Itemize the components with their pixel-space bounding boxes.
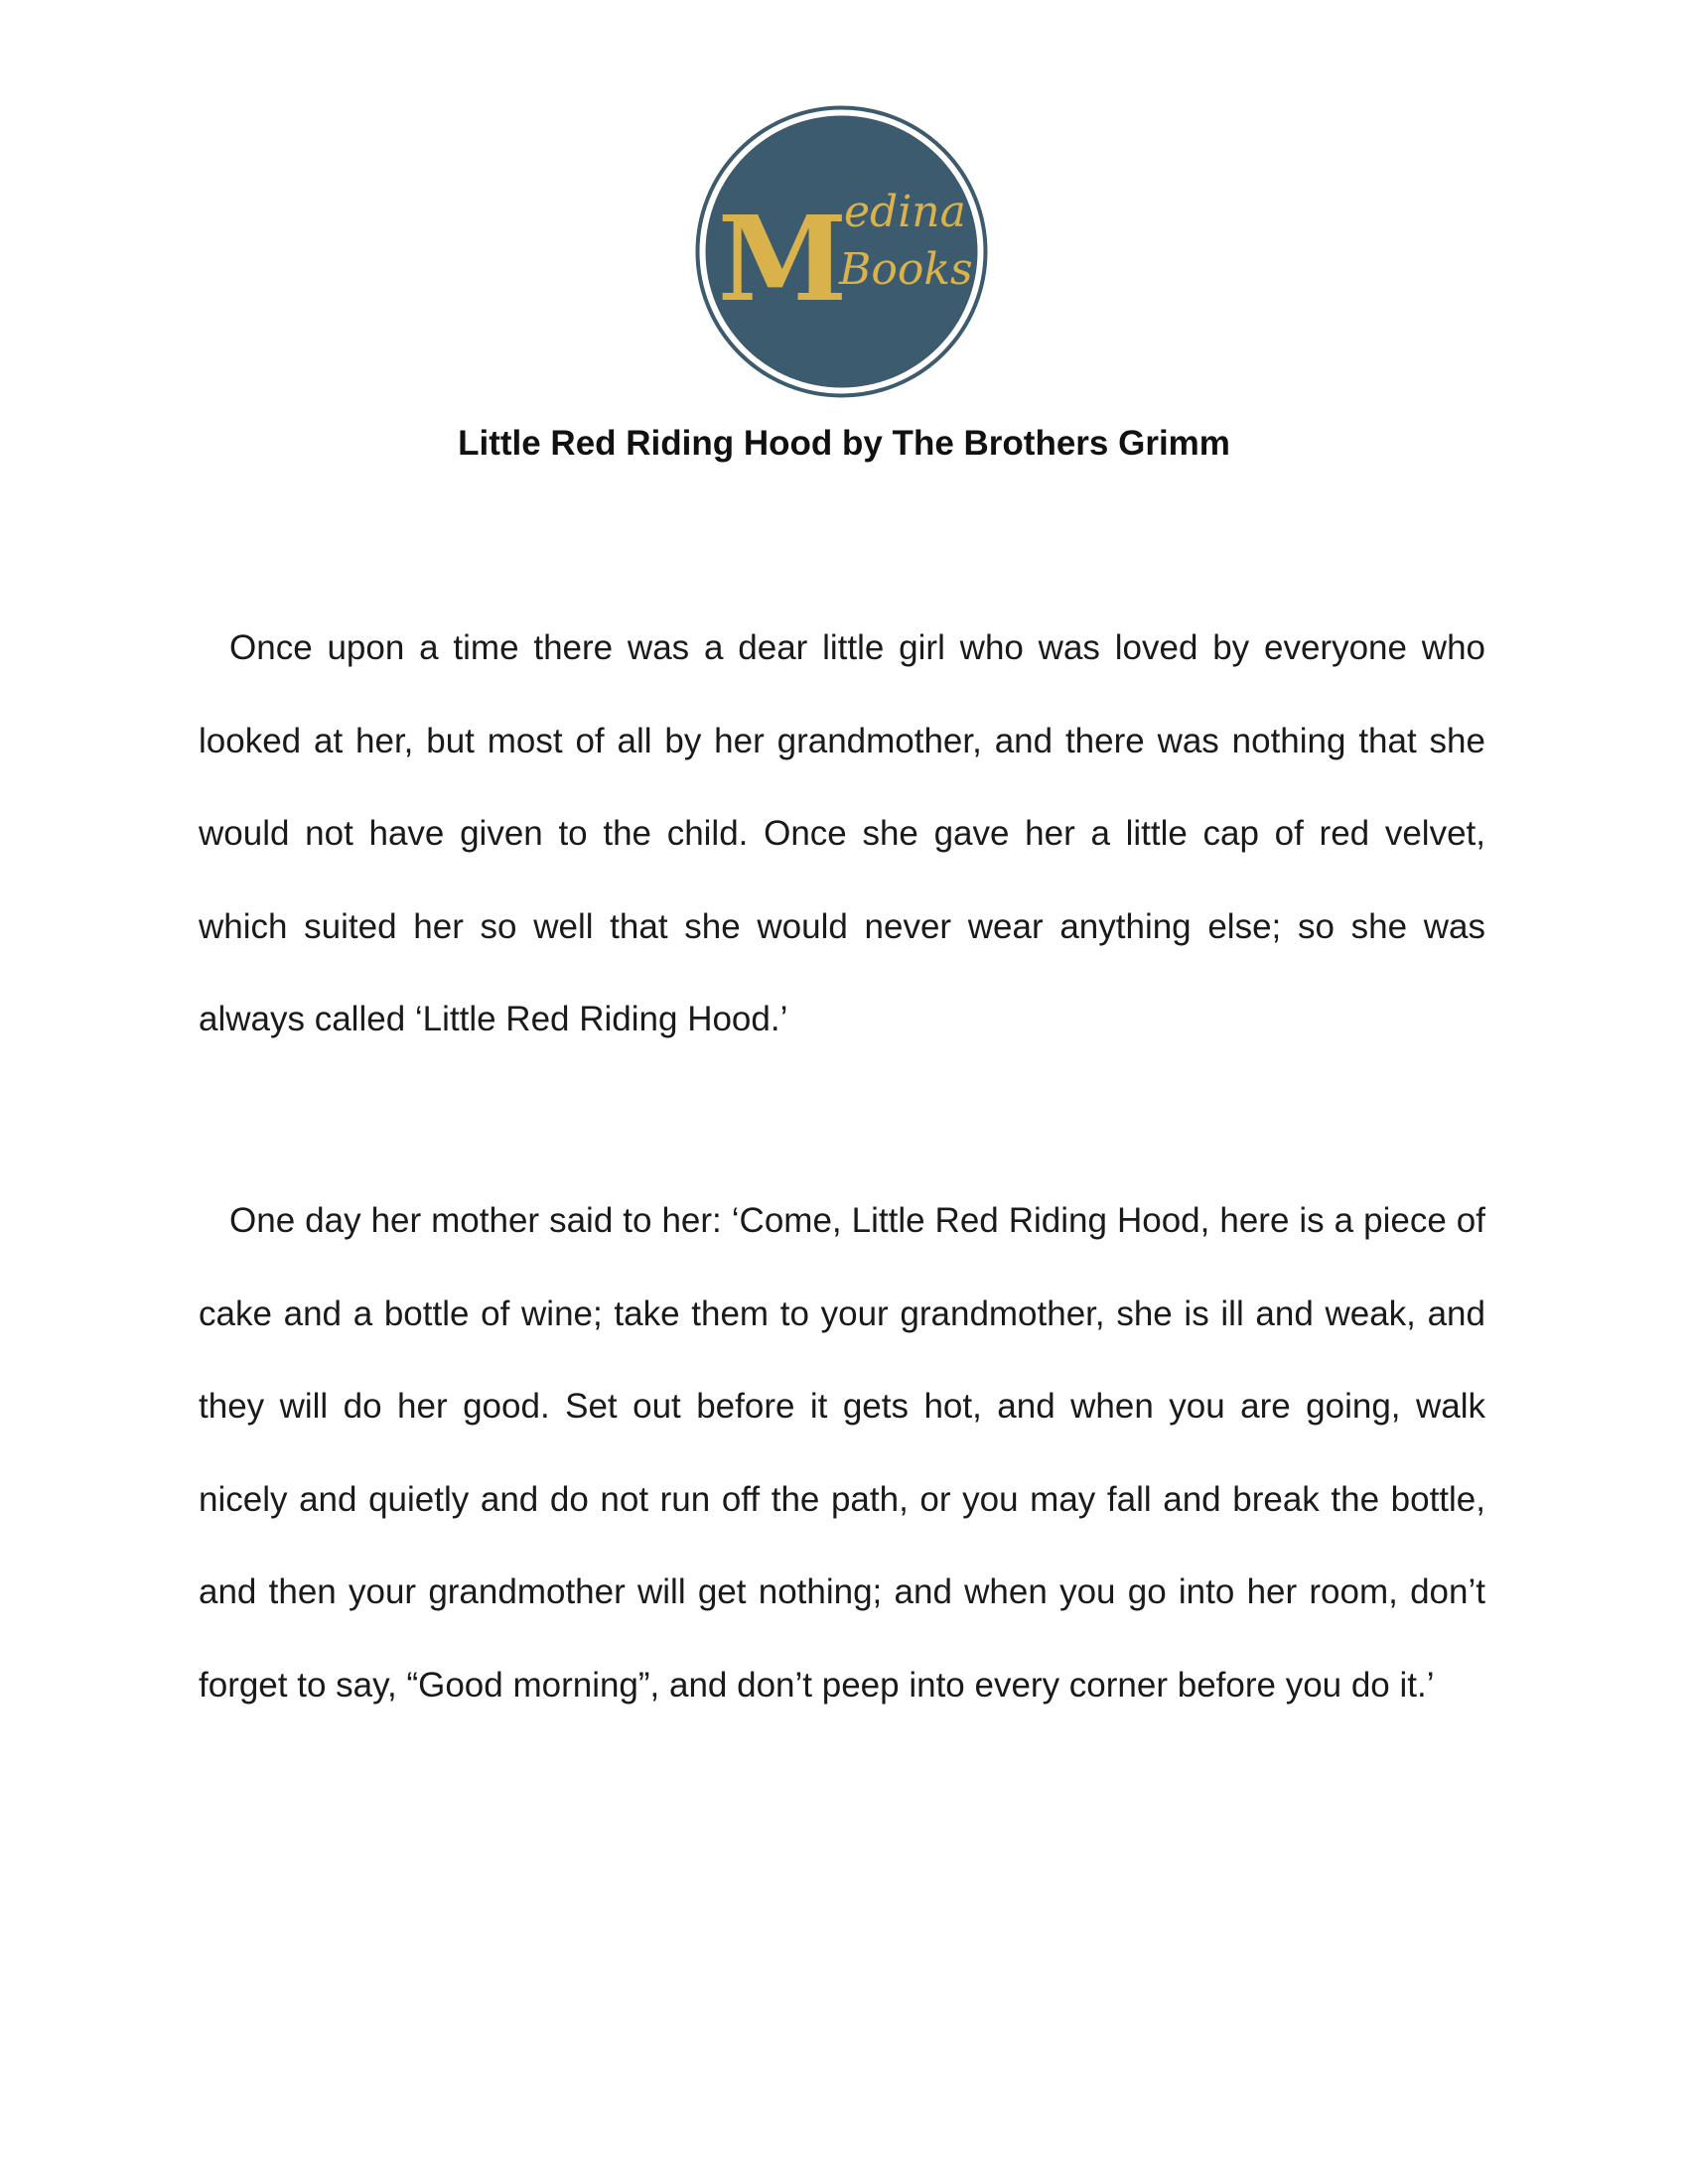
logo-word-edina: edina — [844, 187, 966, 237]
logo-emblem — [695, 105, 988, 398]
logo-initial: M — [717, 190, 848, 328]
paragraph-1: Once upon a time there was a dear little girl who was loved by everyone who looked at her, but most of all by her grandmother, and there was nothing that she would not have given to the child. Once she gave her a little cap of red velvet, which suited her so well that she would never wear anything else; so she was always called ‘Little Red Riding Hood.’ — [199, 628, 1485, 1038]
document-title: Little Red Riding Hood by The Brothers Grimm — [458, 424, 1230, 463]
paragraph-2: One day her mother said to her: ‘Come, Little Red Riding Hood, here is a piece of cake and a bottle of wine; take them to your grandmother, she is ill and weak, and they will do her good. Set out before it gets hot, and when you are going, walk nicely and quietly and do not run off the path, or you may fall and break the bottle, and then your grandmother will get nothing; and when you go into her room, don’t forget to say, “Good morning”, and don’t peep into every corner before you do it.’ — [199, 1201, 1485, 1705]
logo-word-books: Books — [839, 244, 973, 295]
medina-books-logo — [695, 105, 988, 398]
